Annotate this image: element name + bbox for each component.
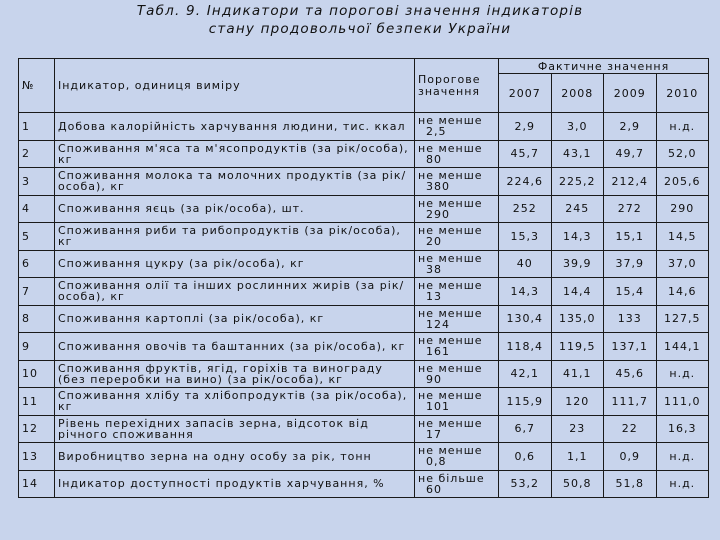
- actual-value: 23: [551, 415, 604, 443]
- row-number: 14: [19, 470, 55, 498]
- indicator-name: Споживання фруктів, ягід, горіхів та винограду (без переробки на вино) (за рік/особа), кг: [55, 360, 415, 388]
- actual-value: 272: [604, 195, 657, 223]
- threshold-condition: не менше: [418, 361, 483, 375]
- table-row: [19, 223, 709, 251]
- actual-value: 144,1: [656, 333, 709, 361]
- threshold-value: [415, 388, 499, 416]
- actual-value: 22: [604, 415, 657, 443]
- actual-value: 15,1: [604, 223, 657, 251]
- threshold-value: [415, 278, 499, 306]
- table-row: [19, 415, 709, 443]
- actual-value: 14,4: [551, 278, 604, 306]
- threshold-number: 17: [426, 427, 442, 441]
- header-actual-values: Фактичне значення: [499, 59, 709, 74]
- table-row: [19, 388, 709, 416]
- threshold-value: [415, 305, 499, 333]
- actual-value: 212,4: [604, 168, 657, 196]
- actual-value: 0,6: [499, 443, 552, 471]
- actual-value: 2,9: [604, 113, 657, 141]
- indicator-name: Споживання картоплі (за рік/особа), кг: [55, 305, 415, 333]
- actual-value: 37,0: [656, 250, 709, 278]
- row-number: 4: [19, 195, 55, 223]
- threshold-number: 90: [426, 372, 442, 386]
- indicators-table: [18, 58, 709, 498]
- row-number: 8: [19, 305, 55, 333]
- table-row: [19, 333, 709, 361]
- table-title-line1: Табл. 9. Індикатори та порогові значення індикаторів: [136, 3, 584, 19]
- threshold-number: 101: [426, 400, 450, 414]
- actual-value: 252: [499, 195, 552, 223]
- actual-value: 225,2: [551, 168, 604, 196]
- threshold-number: 60: [426, 482, 442, 496]
- table-row: [19, 250, 709, 278]
- header-year: 2010: [656, 74, 709, 113]
- actual-value: 53,2: [499, 470, 552, 498]
- row-number: 11: [19, 388, 55, 416]
- actual-value: 41,1: [551, 360, 604, 388]
- indicator-name: Споживання яєць (за рік/особа), шт.: [55, 195, 415, 223]
- table-row: [19, 470, 709, 498]
- actual-value: 135,0: [551, 305, 604, 333]
- header-number: №: [19, 59, 55, 113]
- row-number: 1: [19, 113, 55, 141]
- header-year: 2009: [604, 74, 657, 113]
- actual-value: 40: [499, 250, 552, 278]
- indicator-name: Споживання олії та інших рослинних жирів (за рік/особа), кг: [55, 278, 415, 306]
- table-title-line2: стану продовольчої безпеки України: [208, 21, 512, 37]
- threshold-condition: не менше: [418, 279, 483, 293]
- actual-value: н.д.: [656, 443, 709, 471]
- threshold-condition: не менше: [418, 416, 483, 430]
- threshold-value: [415, 333, 499, 361]
- threshold-condition: не менше: [418, 334, 483, 348]
- actual-value: 224,6: [499, 168, 552, 196]
- table-title: [0, 2, 720, 38]
- actual-value: 43,1: [551, 140, 604, 168]
- actual-value: 133: [604, 305, 657, 333]
- actual-value: 205,6: [656, 168, 709, 196]
- row-number: 7: [19, 278, 55, 306]
- actual-value: н.д.: [656, 360, 709, 388]
- actual-value: 42,1: [499, 360, 552, 388]
- indicator-name: Споживання м'яса та м'ясопродуктів (за рік/особа), кг: [55, 140, 415, 168]
- threshold-condition: не менше: [418, 169, 483, 183]
- row-number: 9: [19, 333, 55, 361]
- actual-value: 14,3: [551, 223, 604, 251]
- table-row: [19, 360, 709, 388]
- threshold-condition: не менше: [418, 224, 483, 238]
- table-row: [19, 113, 709, 141]
- actual-value: н.д.: [656, 470, 709, 498]
- threshold-value: [415, 360, 499, 388]
- actual-value: 111,0: [656, 388, 709, 416]
- threshold-value: [415, 140, 499, 168]
- actual-value: 45,6: [604, 360, 657, 388]
- table-body: [19, 113, 709, 498]
- threshold-condition: не менше: [418, 114, 483, 128]
- threshold-value: [415, 443, 499, 471]
- actual-value: 130,4: [499, 305, 552, 333]
- actual-value: 2,9: [499, 113, 552, 141]
- threshold-number: 80: [426, 152, 442, 166]
- actual-value: 15,4: [604, 278, 657, 306]
- threshold-value: [415, 223, 499, 251]
- table-row: [19, 195, 709, 223]
- row-number: 3: [19, 168, 55, 196]
- row-number: 12: [19, 415, 55, 443]
- threshold-value: [415, 168, 499, 196]
- header-indicator: Індикатор, одиниця виміру: [55, 59, 415, 113]
- threshold-condition: не менше: [418, 389, 483, 403]
- threshold-number: 290: [426, 207, 450, 221]
- row-number: 6: [19, 250, 55, 278]
- threshold-value: [415, 113, 499, 141]
- actual-value: 6,7: [499, 415, 552, 443]
- actual-value: 120: [551, 388, 604, 416]
- actual-value: 45,7: [499, 140, 552, 168]
- threshold-value: [415, 195, 499, 223]
- actual-value: 127,5: [656, 305, 709, 333]
- actual-value: 137,1: [604, 333, 657, 361]
- row-number: 5: [19, 223, 55, 251]
- header-year: 2007: [499, 74, 552, 113]
- threshold-condition: не менше: [418, 306, 483, 320]
- threshold-number: 13: [426, 290, 442, 304]
- actual-value: 50,8: [551, 470, 604, 498]
- table-row: [19, 140, 709, 168]
- indicator-name: Добова калорійність харчування людини, тис. ккал: [55, 113, 415, 141]
- actual-value: 1,1: [551, 443, 604, 471]
- threshold-value: [415, 470, 499, 498]
- threshold-condition: не більше: [418, 471, 485, 485]
- indicator-name: Споживання овочів та баштанних (за рік/особа), кг: [55, 333, 415, 361]
- threshold-value: [415, 250, 499, 278]
- actual-value: 15,3: [499, 223, 552, 251]
- actual-value: 39,9: [551, 250, 604, 278]
- indicator-name: Споживання молока та молочних продуктів (за рік/особа), кг: [55, 168, 415, 196]
- threshold-number: 20: [426, 235, 442, 249]
- actual-value: 115,9: [499, 388, 552, 416]
- indicator-name: Споживання хлібу та хлібопродуктів (за рік/особа), кг: [55, 388, 415, 416]
- threshold-condition: не менше: [418, 196, 483, 210]
- actual-value: 16,3: [656, 415, 709, 443]
- threshold-number: 161: [426, 345, 450, 359]
- actual-value: 37,9: [604, 250, 657, 278]
- indicator-name: Споживання цукру (за рік/особа), кг: [55, 250, 415, 278]
- actual-value: 118,4: [499, 333, 552, 361]
- actual-value: 52,0: [656, 140, 709, 168]
- actual-value: 111,7: [604, 388, 657, 416]
- header-year: 2008: [551, 74, 604, 113]
- actual-value: 119,5: [551, 333, 604, 361]
- indicator-name: Споживання риби та рибопродуктів (за рік/особа), кг: [55, 223, 415, 251]
- threshold-number: 124: [426, 317, 450, 331]
- threshold-number: 380: [426, 180, 450, 194]
- row-number: 2: [19, 140, 55, 168]
- header-threshold: Порогове значення: [415, 59, 499, 113]
- threshold-condition: не менше: [418, 251, 483, 265]
- actual-value: н.д.: [656, 113, 709, 141]
- threshold-number: 38: [426, 262, 442, 276]
- table-row: [19, 278, 709, 306]
- threshold-number: 2,5: [426, 125, 447, 139]
- actual-value: 51,8: [604, 470, 657, 498]
- indicator-name: Індикатор доступності продуктів харчування, %: [55, 470, 415, 498]
- actual-value: 245: [551, 195, 604, 223]
- actual-value: 3,0: [551, 113, 604, 141]
- threshold-number: 0,8: [426, 455, 447, 469]
- actual-value: 0,9: [604, 443, 657, 471]
- actual-value: 290: [656, 195, 709, 223]
- table-row: [19, 305, 709, 333]
- threshold-value: [415, 415, 499, 443]
- threshold-condition: не менше: [418, 141, 483, 155]
- threshold-condition: не менше: [418, 444, 483, 458]
- row-number: 10: [19, 360, 55, 388]
- actual-value: 14,3: [499, 278, 552, 306]
- row-number: 13: [19, 443, 55, 471]
- indicator-name: Рівень перехідних запасів зерна, відсоток від річного споживання: [55, 415, 415, 443]
- table-row: [19, 443, 709, 471]
- indicator-name: Виробництво зерна на одну особу за рік, тонн: [55, 443, 415, 471]
- actual-value: 14,6: [656, 278, 709, 306]
- actual-value: 14,5: [656, 223, 709, 251]
- actual-value: 49,7: [604, 140, 657, 168]
- table-row: [19, 168, 709, 196]
